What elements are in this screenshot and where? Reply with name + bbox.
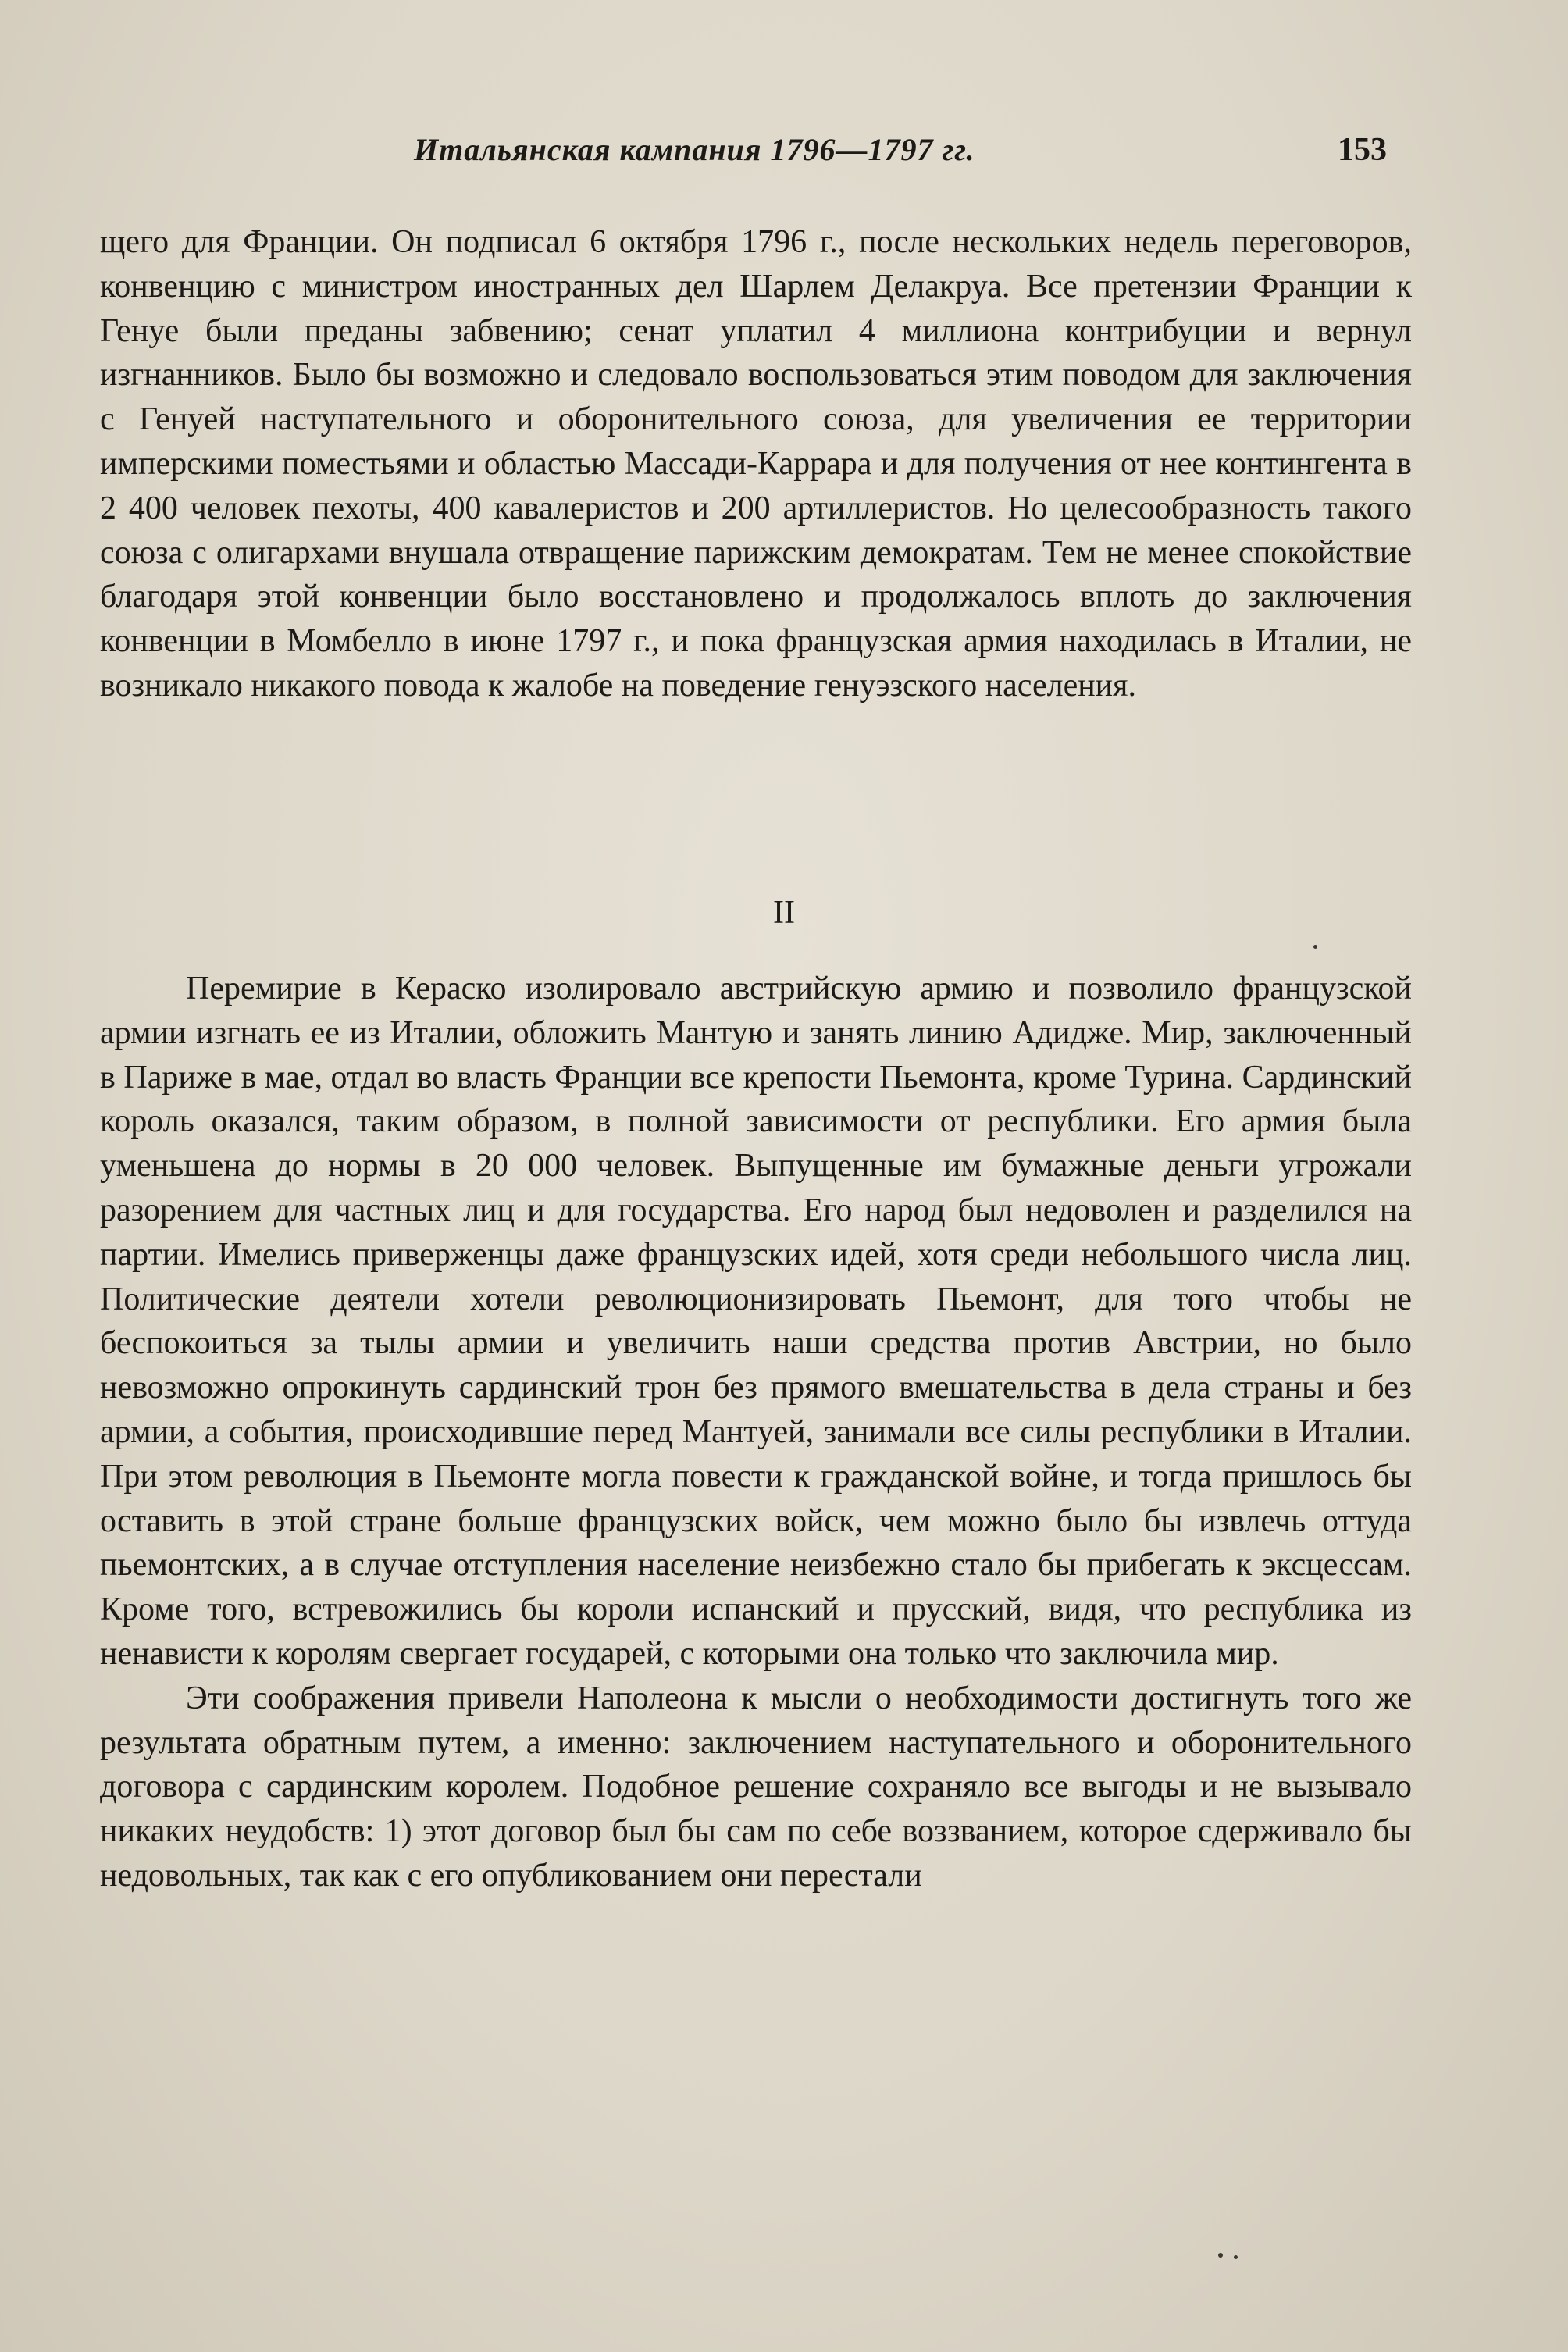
- paragraph-block-1: [100, 220, 1412, 708]
- ink-speck-decoration: [1234, 2255, 1238, 2259]
- section-number: II: [773, 895, 795, 931]
- running-head: [0, 131, 1568, 178]
- page-number: 153: [1338, 132, 1387, 168]
- paragraph: щего для Франции. Он подписал 6 октября 1796 г., после нескольких недель переговоров, конвенцию с министром иностранных дел Шарлем Делакруа. Все претензии Франции к Генуе были преданы забвению; сенат уплатил 4 миллиона контрибуции и вернул изгнанников. Было бы возможно и следовало воспользоваться этим поводом для заключения с Генуей наступательного и оборонительного союза, для увеличения ее территории имперскими поместьями и областью Массади-Каррара и для получения от нее контингента в 2 400 человек пехоты, 400 кавалеристов и 200 артиллеристов. Но целесообразность такого союза с олигархами внушала отвращение парижским демократам. Тем не менее спокойствие благодаря этой конвенции было восстановлено и продолжалось вплоть до заключения конвенции в Момбелло в июне 1797 г., и пока французская армия находилась в Италии, не возникало никакого повода к жалобе на поведение генуэзского населения.: [100, 224, 1412, 704]
- paragraph: Эти соображения привели Наполеона к мысли о необходимости достигнуть того же результата обратным путем, а именно: заключением наступательного и оборонительного договора с сардинским королем. Подобное решение сохраняло все выгоды и не вызывало никаких неудобств: 1) этот договор был бы сам по себе воззванием, которое сдерживало бы недовольных, так как с его опубликованием они перестали: [100, 1680, 1412, 1894]
- running-head-title: Итальянская кампания 1796—1797 гг.: [414, 132, 975, 167]
- paragraph-block-2: [100, 967, 1412, 1898]
- ink-speck-decoration: [1313, 945, 1317, 949]
- ink-speck-decoration: [1218, 2253, 1223, 2258]
- paragraph: Перемирие в Кераско изолировало австрийскую армию и позволило французской армии изгнать ее из Италии, обложить Мантую и занять линию Адидже. Мир, заключенный в Париже в мае, отдал во власть Франции все крепости Пьемонта, кроме Турина. Сардинский король оказался, таким образом, в полной зависимости от республики. Его армия была уменьшена до нормы в 20 000 человек. Выпущенные им бумажные деньги угрожали разорением для частных лиц и для государства. Его народ был недоволен и разделился на партии. Имелись приверженцы даже французских идей, хотя среди небольшого числа лиц. Политические деятели хотели революционизировать Пьемонт, для того чтобы не беспокоиться за тылы армии и увеличить наши средства против Австрии, но было невозможно опрокинуть сардинский трон без прямого вмешательства в дела страны и без армии, а события, происходившие перед Мантуей, занимали все силы республики в Италии. При этом революция в Пьемонте могла повести к гражданской войне, и тогда пришлось бы оставить в этой стране больше французских войск, чем можно было бы извлечь оттуда пьемонтских, а в случае отступления население неизбежно стало бы прибегать к эксцессам. Кроме того, встревожились бы короли испанский и прусский, видя, что республика из ненависти к королям свергает государей, с которыми она только что заключила мир.: [100, 971, 1412, 1672]
